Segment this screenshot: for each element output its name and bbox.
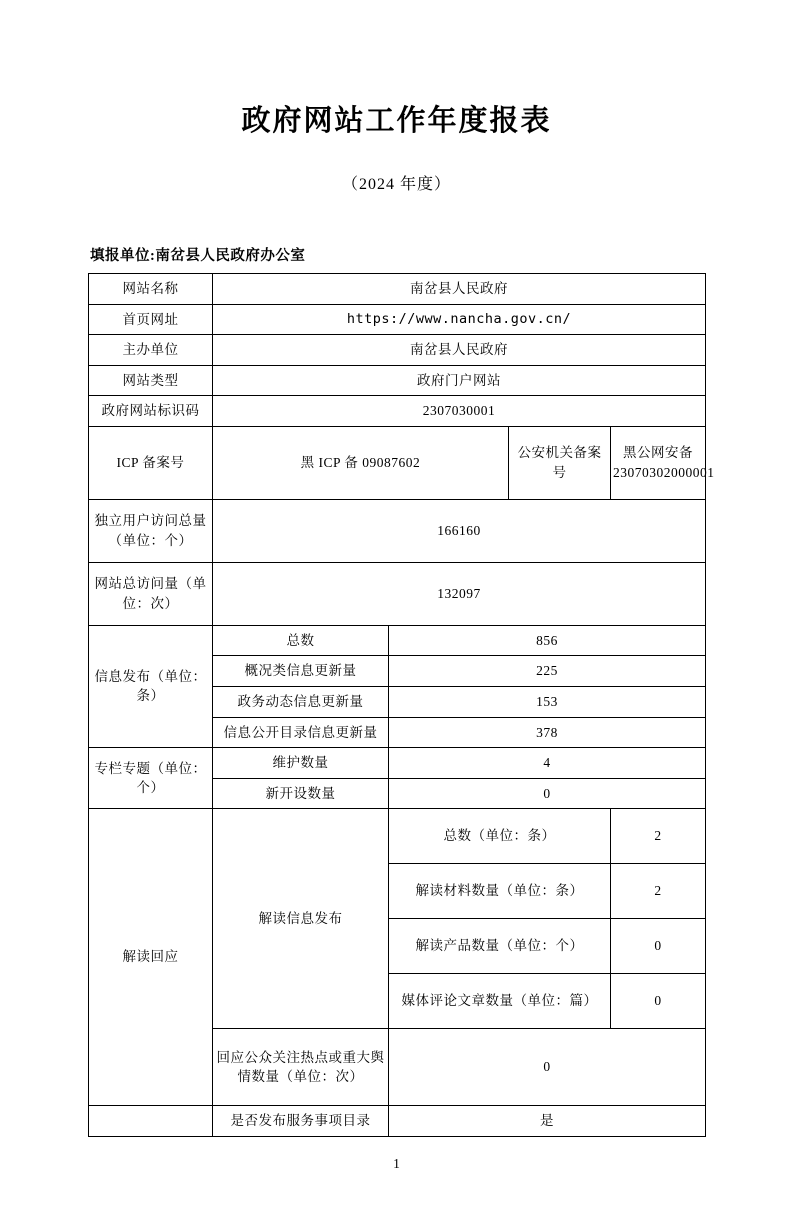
site-code-value: 2307030001 (213, 396, 706, 427)
column-row-value: 4 (389, 748, 706, 779)
site-type-label: 网站类型 (89, 365, 213, 396)
table-row (89, 1106, 706, 1137)
interpret-row-label: 解读材料数量（单位：条） (389, 864, 611, 919)
table-row (89, 274, 706, 305)
response-value: 0 (389, 1029, 706, 1106)
site-code-label: 政府网站标识码 (89, 396, 213, 427)
homepage-value: https://www.nancha.gov.cn/ (213, 304, 706, 335)
publish-row-value: 378 (389, 717, 706, 748)
publish-row-label: 政务动态信息更新量 (213, 686, 389, 717)
document-page (0, 98, 793, 1220)
interpret-row-value: 2 (611, 864, 706, 919)
police-record-label: 公安机关备案号 (509, 426, 611, 499)
annual-report-table (88, 273, 715, 1137)
site-name-value: 南岔县人民政府 (213, 274, 706, 305)
table-row (89, 335, 706, 366)
interpret-row-label: 总数（单位：条） (389, 809, 611, 864)
table-row (89, 748, 706, 779)
service-catalog-label: 是否发布服务事项目录 (213, 1106, 389, 1137)
publish-row-label: 总数 (213, 625, 389, 656)
response-label: 回应公众关注热点或重大舆情数量（单位：次） (213, 1029, 389, 1106)
empty-cell (89, 1106, 213, 1137)
police-record-value: 黑公网安备23070302000001 (611, 426, 706, 499)
homepage-label: 首页网址 (89, 304, 213, 335)
interpret-row-value: 2 (611, 809, 706, 864)
total-visits-label: 网站总访问量（单位：次） (89, 562, 213, 625)
publish-row-value: 225 (389, 656, 706, 687)
unique-visitors-label: 独立用户访问总量（单位：个） (89, 499, 213, 562)
icp-value: 黑 ICP 备 09087602 (213, 426, 509, 499)
table-row (89, 625, 706, 656)
total-visits-value: 132097 (213, 562, 706, 625)
column-row-label: 新开设数量 (213, 778, 389, 809)
table-row (89, 426, 706, 499)
interpret-publish-label: 解读信息发布 (213, 809, 389, 1029)
column-row-value: 0 (389, 778, 706, 809)
publish-row-value: 153 (389, 686, 706, 717)
table-row (89, 562, 706, 625)
icp-label: ICP 备案号 (89, 426, 213, 499)
page-title: 政府网站工作年度报表 (241, 103, 552, 137)
sponsor-value: 南岔县人民政府 (213, 335, 706, 366)
interpret-row-label: 媒体评论文章数量（单位：篇） (389, 974, 611, 1029)
page-subtitle: （2024 年度） (341, 176, 451, 193)
table-row (89, 809, 706, 864)
reporting-unit: 填报单位:南岔县人民政府办公室 (90, 248, 306, 264)
page-number: 1 (393, 1156, 400, 1171)
column-row-label: 维护数量 (213, 748, 389, 779)
table-row (89, 365, 706, 396)
publish-row-value: 856 (389, 625, 706, 656)
column-topic-label: 专栏专题（单位：个） (89, 748, 213, 809)
publish-row-label: 概况类信息更新量 (213, 656, 389, 687)
interpret-row-value: 0 (611, 919, 706, 974)
table-row (89, 499, 706, 562)
publish-row-label: 信息公开目录信息更新量 (213, 717, 389, 748)
site-type-value: 政府门户网站 (213, 365, 706, 396)
interpret-response-label: 解读回应 (89, 809, 213, 1106)
table-row (89, 396, 706, 427)
interpret-row-label: 解读产品数量（单位：个） (389, 919, 611, 974)
table-row (89, 304, 706, 335)
interpret-row-value: 0 (611, 974, 706, 1029)
site-name-label: 网站名称 (89, 274, 213, 305)
unique-visitors-value: 166160 (213, 499, 706, 562)
sponsor-label: 主办单位 (89, 335, 213, 366)
service-catalog-value: 是 (389, 1106, 706, 1137)
publish-label: 信息发布（单位：条） (89, 625, 213, 747)
